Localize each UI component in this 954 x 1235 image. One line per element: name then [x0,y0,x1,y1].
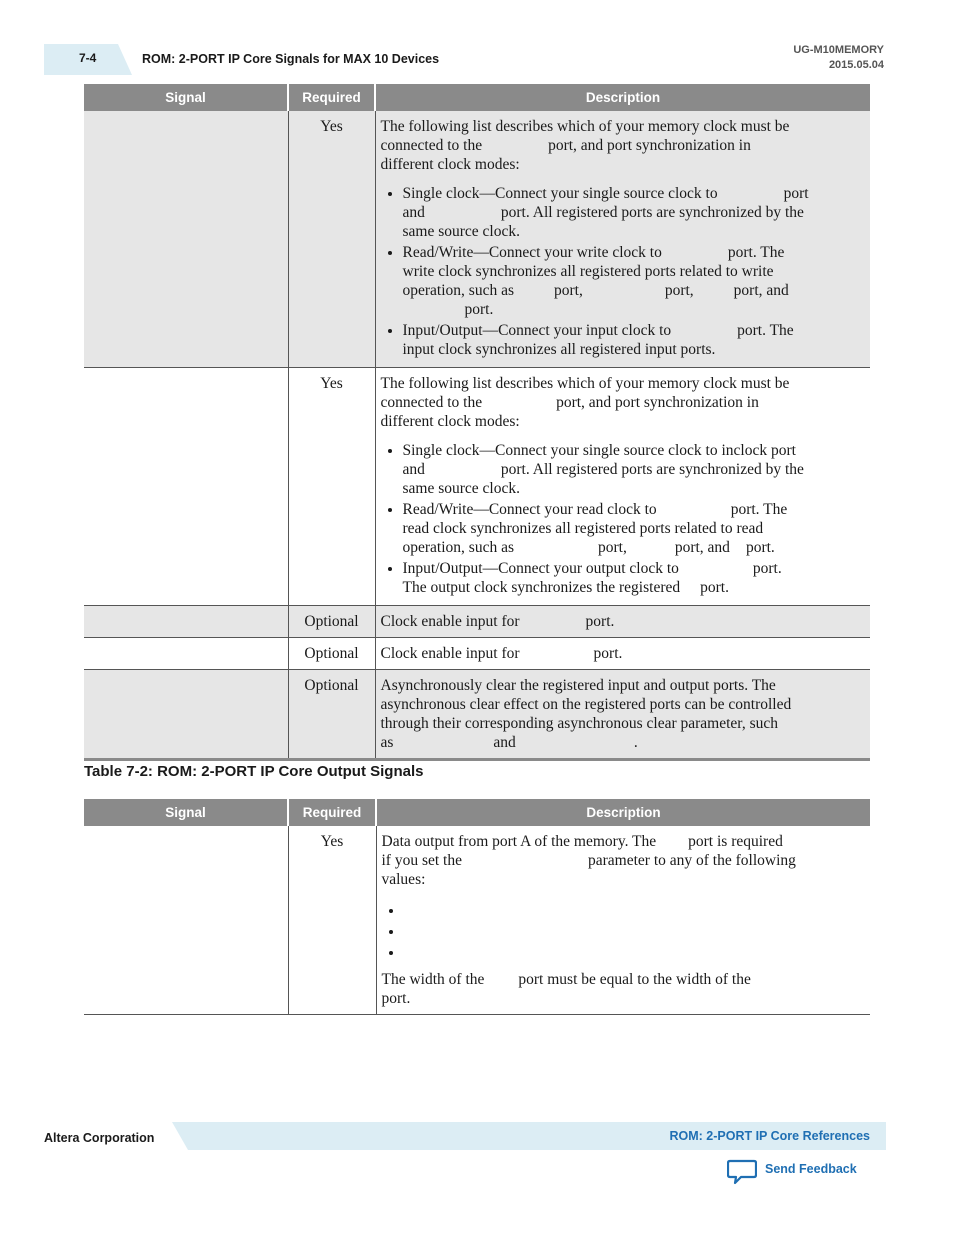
description-cell [375,368,870,606]
send-feedback-link[interactable]: Send Feedback [765,1162,857,1176]
description-cell [376,826,870,1015]
description-intro: The following list describes which of your memory clock must be connected to the port, and port synchronization in different clock modes: [380,118,790,173]
signal-cell [84,111,288,368]
description-intro: The following list describes which of your memory clock must be connected to the port, and port synchronization in different clock modes: [380,375,790,430]
required-cell: Optional [288,638,375,670]
list-item: • Input/Output—Connect your output clock to port. The output clock synchronizes the registered port. [403,559,866,597]
signal-cell [84,368,288,606]
header-required: Required [288,84,375,111]
list-item [404,901,866,920]
header-description: Description [375,84,870,111]
section-references-link[interactable]: ROM: 2-PORT IP Core References [669,1129,870,1143]
company-name: Altera Corporation [44,1131,155,1145]
doc-date: 2015.05.04 [828,59,884,71]
required-cell: Optional [288,670,375,760]
header-description: Description [376,799,870,826]
description-cell: Clock enable input for port. [375,606,870,638]
table-header-row [84,84,870,111]
description-cell: Clock enable input for port. [375,638,870,670]
list-item: • Single clock—Connect your single source clock to inclock port and port. All registered ports are synchronized by the same source clock. [403,441,866,498]
required-cell: Optional [288,606,375,638]
table-row [84,111,870,368]
table-caption: Table 7-2: ROM: 2-PORT IP Core Output Signals [84,763,424,780]
required-cell: Yes [288,826,376,1015]
list-item [404,943,866,962]
header-signal: Signal [84,84,288,111]
signal-cell [84,638,288,670]
table-row [84,670,870,760]
table-row [84,638,870,670]
table-row [84,826,870,1015]
doc-info [793,43,884,73]
doc-id: UG-M10MEMORY [793,44,884,56]
header-signal: Signal [84,799,288,826]
values-list [382,901,866,962]
required-cell: Yes [288,111,375,368]
clock-mode-list [381,441,866,597]
table-row [84,368,870,606]
section-title: ROM: 2-PORT IP Core Signals for MAX 10 Devices [142,52,440,66]
description-cell: Asynchronously clear the registered input and output ports. The asynchronous clear effect on the registered ports can be controlled through their corresponding asynchronous clear parameter, such as and . [375,670,870,760]
page-number: 7-4 [79,51,97,65]
required-cell: Yes [288,368,375,606]
signal-cell [84,670,288,760]
list-item: • Read/Write—Connect your write clock to port. The write clock synchronizes all registered ports related to write operation, such as port, port, port, and port. [403,243,866,319]
signal-cell [84,606,288,638]
output-signals-table [84,799,870,1015]
list-item: • Single clock—Connect your single source clock to port and port. All registered ports are synchronized by the same source clock. [403,184,866,241]
description-outro: The width of the port must be equal to the width of the port. [381,971,751,1007]
table-row [84,606,870,638]
list-item: • Read/Write—Connect your read clock to port. The read clock synchronizes all registered ports related to read operation, such as port, port, and port. [403,500,866,557]
speech-bubble-icon[interactable] [727,1159,757,1185]
signal-cell [84,826,288,1015]
header-required: Required [288,799,376,826]
description-intro: Data output from port A of the memory. The port is required if you set the parameter to any of the following values: [381,833,796,888]
list-item [404,922,866,941]
input-signals-table [84,84,870,761]
clock-mode-list [381,184,866,359]
table-header-row [84,799,870,826]
description-cell [375,111,870,368]
list-item: • Input/Output—Connect your input clock to port. The input clock synchronizes all registered input ports. [403,321,866,359]
